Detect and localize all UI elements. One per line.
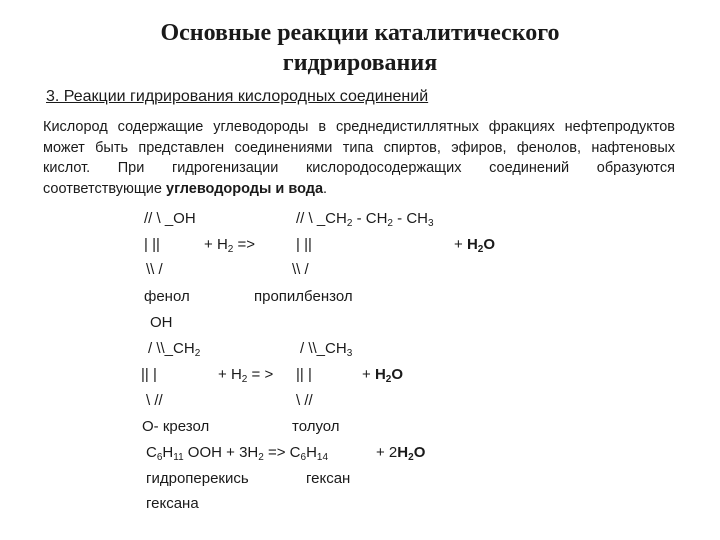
water-product-3: + $2H_2O$ (376, 444, 426, 463)
hydroperoxide-label-line-1: гидроперекись (146, 470, 249, 487)
title-line-2: гидрирования (282, 50, 438, 76)
cresol-structure-line-2: || | (141, 366, 157, 383)
propylbenzene-structure-line-3: \\ / (292, 261, 309, 278)
title-line-1: Основные реакции каталитического (160, 20, 560, 46)
paragraph-text: Кислород содержащие углеводороды в среднедистиллятных фракциях нефтепродуктов может быть представлен соединениями типа спиртов, эфиров, фенолов, нафтеновых кислот. При гидрогенизации кислородосодержащих соединений образуются соответствующие (43, 119, 675, 197)
toluene-label: толуол (292, 418, 340, 435)
cresol-structure-line-3: \ // (146, 392, 163, 409)
water-product-1: + $H_2O$ (454, 236, 496, 255)
intro-paragraph (43, 117, 675, 199)
page-title (0, 18, 720, 78)
section-subtitle: 3. Реакции гидрирования кислородных соединений (46, 88, 429, 105)
propylbenzene-label: пропилбензол (254, 288, 353, 305)
paragraph-bold: углеводороды и вода (166, 180, 324, 197)
toluene-structure-line-2: || | (296, 366, 312, 383)
water-product-2: + $H_2O$ (362, 366, 404, 385)
cresol-label: О- крезол (142, 418, 210, 435)
hydroperoxide-label-line-2: гексана (146, 495, 199, 512)
hydrogen-reagent-2: + $H_2$ = > (218, 366, 274, 385)
paragraph-end: . (323, 180, 328, 197)
toluene-structure-line-1: / $\backslash\backslash\_CH_3$ (300, 340, 353, 359)
toluene-structure-line-3: \ // (296, 392, 313, 409)
phenol-structure-line-2: | || (144, 236, 160, 253)
phenol-structure-line-3: \\ / (146, 261, 163, 278)
hydrogen-reagent-1: + $H_2$ => (204, 236, 256, 255)
hydroperoxide-equation: $C_6H_{11}$ OOH + $3H_2 => C_6H_{14}$ (146, 444, 329, 463)
propylbenzene-structure-line-2: | || (296, 236, 312, 253)
phenol-structure-line-1: // \ _OH (144, 210, 196, 227)
cresol-structure-line-1: / $\backslash\backslash\_CH_2$ (148, 340, 201, 359)
propylbenzene-structure-line-1: // \ $\_CH_2 - CH_2 - CH_3$ (296, 210, 434, 229)
hexane-label: гексан (306, 470, 351, 487)
cresol-oh-group: OH (150, 314, 173, 331)
phenol-label: фенол (144, 288, 190, 305)
